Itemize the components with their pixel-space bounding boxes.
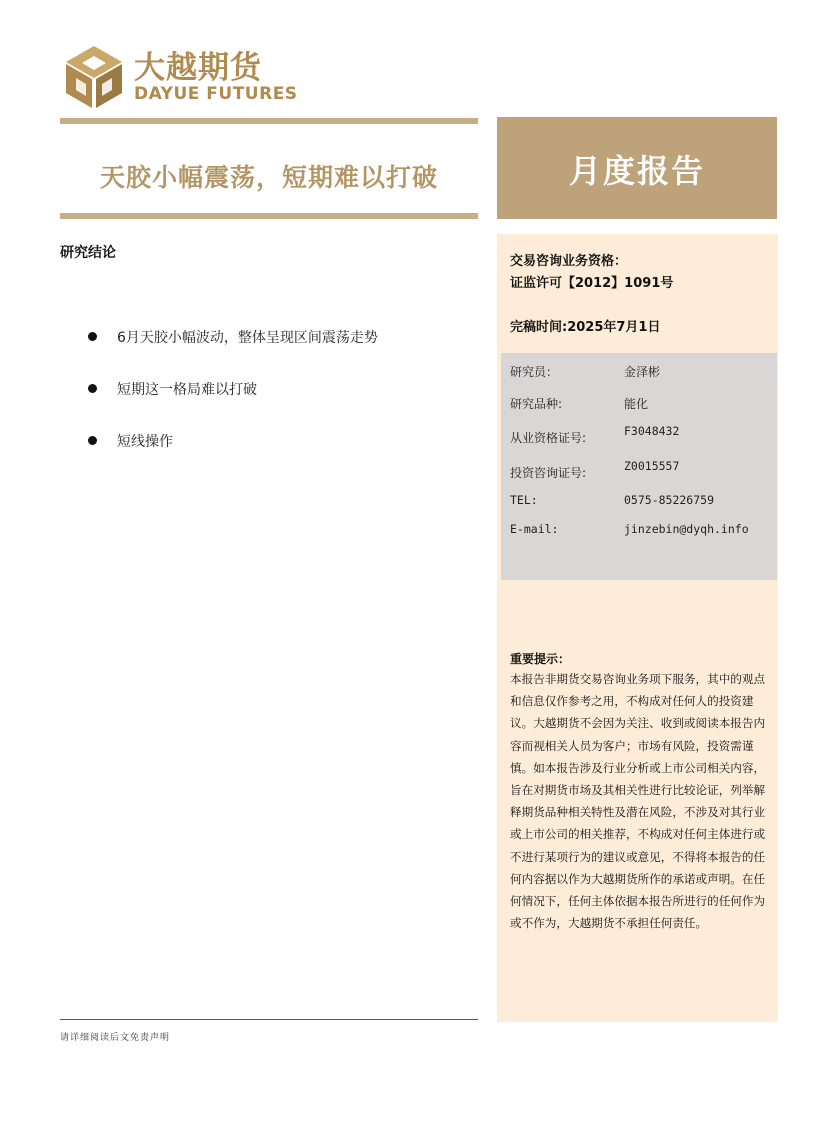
- footer-disclaimer-note: 请详细阅读后文免责声明: [60, 1033, 171, 1043]
- email-value[interactable]: jinzebin@dyqh.info: [624, 522, 749, 536]
- list-item-text: 短期这一格局难以打破: [117, 382, 257, 398]
- list-item: [88, 327, 468, 347]
- qualification-label: 交易咨询业务资格：: [510, 254, 628, 269]
- variety-label: 研究品种:: [510, 397, 563, 411]
- researcher-value: 金泽彬: [624, 365, 661, 379]
- list-item-text: 6月天胶小幅波动，整体呈现区间震荡走势: [117, 330, 378, 346]
- list-item: [88, 379, 468, 399]
- section-heading: 研究结论: [60, 245, 116, 261]
- bullet-dot-icon: [88, 332, 97, 341]
- logo-cube-icon: [62, 44, 126, 110]
- brand-name-en: DAYUE FUTURES: [134, 84, 298, 104]
- bullet-dot-icon: [88, 384, 97, 393]
- brand-name-cn: 大越期货: [134, 50, 262, 86]
- variety-value: 能化: [624, 397, 649, 411]
- notice-body: 本报告非期货交易咨询业务项下服务，其中的观点和信息仅作参考之用，不构成对任何人的投资建议。大越期货不会因为关注、收到或阅读本报告内容而视相关人员为客户；市场有风险，投资需谨慎。如本报告涉及行业分析或上市公司相关内容，旨在对期货市场及其相关性进行比较论证，列举解释期货品种相关特性及潜在风险，不涉及对其行业或上市公司的相关推荐，不构成对任何主体进行或不进行某项行为的建议或意见，不得将本报告的任何内容据以作为大越期货所作的承诺或声明。在任何情况下，任何主体依据本报告所进行的任何作为或不作为，大越期货不承担任何责任。: [510, 672, 766, 931]
- list-item: [88, 431, 468, 451]
- practice-cert-label: 从业资格证号:: [510, 431, 587, 445]
- footer-rule: [60, 1019, 478, 1020]
- title-rule-top: [60, 118, 478, 124]
- researcher-label: 研究员：: [510, 365, 559, 379]
- consult-cert-value: Z0015557: [624, 459, 680, 473]
- tel-label: TEL:: [510, 493, 538, 507]
- tel-value: 0575-85226759: [624, 493, 715, 507]
- practice-cert-value: F3048432: [624, 424, 680, 438]
- analyst-info-box: [501, 353, 777, 580]
- report-title: 天胶小幅震荡，短期难以打破: [99, 163, 438, 192]
- bullet-dot-icon: [88, 436, 97, 445]
- qualification-license: 证监许可【2012】1091号: [510, 276, 674, 291]
- company-logo: [62, 42, 298, 112]
- email-label: E-mail:: [510, 522, 559, 536]
- finish-time: 完稿时间:2025年7月1日: [510, 320, 661, 335]
- list-item-text: 短线操作: [117, 434, 173, 450]
- consult-cert-label: 投资咨询证号:: [510, 466, 587, 480]
- title-rule-bottom: [60, 213, 478, 219]
- notice-title: 重要提示：: [510, 652, 571, 666]
- report-type-label: 月度报告: [568, 152, 705, 190]
